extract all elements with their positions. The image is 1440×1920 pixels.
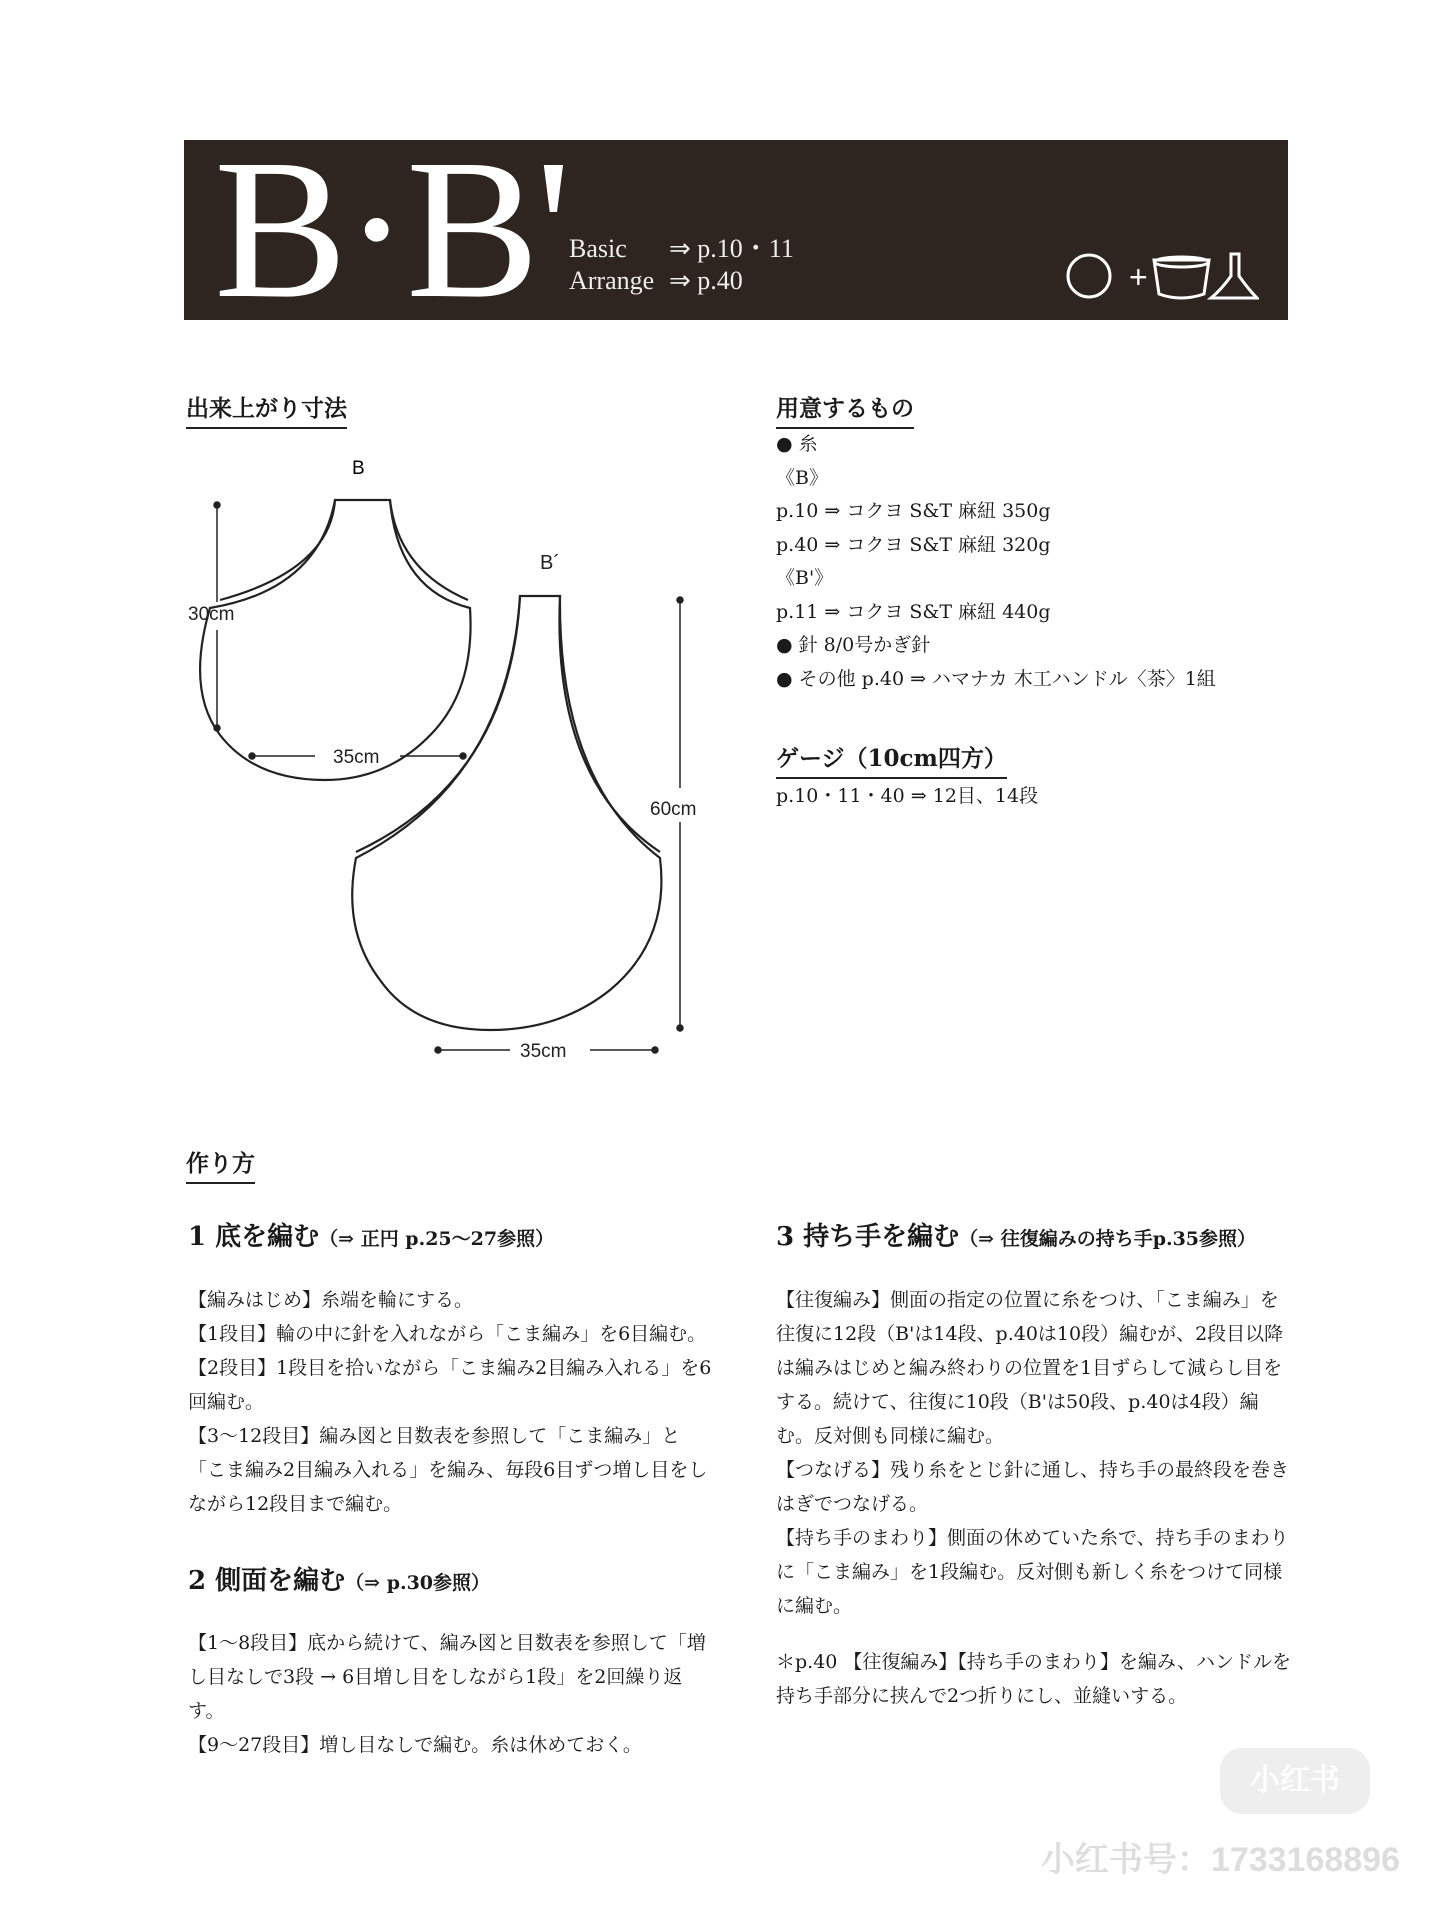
materials-line: p.40 ⇒ コクヨ S&T 麻紐 320g: [776, 533, 1051, 556]
materials-heading: 用意するもの: [776, 390, 914, 429]
size-diagram: [180, 450, 700, 1070]
step3-ref: （⇒ 往復編みの持ち手p.35参照）: [959, 1228, 1257, 1250]
flask-shape-icon: [1211, 254, 1257, 298]
bag-b-height-label: 30cm: [188, 604, 235, 625]
step1-title: [188, 1216, 554, 1253]
title-banner: [184, 119, 1288, 340]
step2-paragraph: 【1〜8段目】底から続けて、編み図と目数表を参照して「増し目なしで3段 → 6目増し目をしながら1段」を2回繰り返す。: [188, 1632, 706, 1722]
bowl-shape-icon: [1154, 257, 1209, 298]
finished-size-heading: 出来上がり寸法: [186, 390, 347, 429]
step1-paragraph: 【3〜12段目】編み図と目数表を参照して「こま編み」と「こま編み2目編み入れる」を編み、毎段6目ずつ増し目をしながら12段目まで編む。: [188, 1425, 708, 1515]
step3-body: [776, 1283, 1296, 1713]
step3-title: [776, 1216, 1256, 1253]
basic-label: Basic: [569, 234, 627, 263]
materials-line: 《B》: [776, 466, 828, 489]
step1-paragraph: 【1段目】輪の中に針を入れながら「こま編み」を6目編む。: [188, 1323, 707, 1345]
bag-b2-outline: [352, 596, 661, 1030]
step2-body: [188, 1626, 713, 1762]
watermark-logo: 小红书: [1220, 1748, 1370, 1814]
bag-b2-label: B´: [540, 552, 560, 574]
step3-title-text: 3 持ち手を編む: [776, 1222, 960, 1252]
bag-b2-width-label: 35cm: [520, 1041, 567, 1062]
step1-paragraph: 【2段目】1段目を拾いながら「こま編み2目編み入れる」を6回編む。: [188, 1357, 712, 1413]
arrange-reference: [569, 266, 743, 296]
gauge-heading: ゲージ（10cm四方）: [776, 740, 1007, 779]
materials-line: 《B'》: [776, 567, 834, 589]
step3-paragraph: 【持ち手のまわり】側面の休めていた糸で、持ち手のまわりに「こま編み」を1段編む。反対側も新しく糸をつけて同様に編む。: [776, 1527, 1289, 1617]
materials-line: ● 針 8/0号かぎ針: [776, 634, 931, 656]
step2-paragraph: 【9〜27段目】増し目なしで編む。糸は休めておく。: [188, 1734, 642, 1756]
step2-ref: （⇒ p.30参照）: [345, 1572, 491, 1594]
step1-title-text: 1 底を編む: [188, 1222, 320, 1252]
gauge-text: p.10・11・40 ⇒ 12目、14段: [776, 785, 1039, 807]
materials-list: [776, 428, 1336, 696]
step1-paragraph: 【編みはじめ】糸端を輪にする。: [188, 1289, 474, 1311]
arrange-page-ref: ⇒ p.40: [669, 266, 743, 295]
bag-b-outline: [200, 500, 470, 780]
bag-b2-height-label: 60cm: [650, 799, 697, 820]
shape-icons: [1059, 248, 1259, 308]
watermark-text: 小红书号：1733168896: [1040, 1841, 1400, 1879]
step2-title: [188, 1560, 490, 1597]
method-heading: 作り方: [186, 1145, 255, 1184]
materials-line: ● 糸: [776, 433, 818, 455]
basic-reference: [569, 228, 794, 265]
plus-sign: +: [1129, 259, 1148, 295]
basic-page-ref: ⇒ p.10・11: [669, 234, 794, 263]
step3-paragraph: 【つなげる】残り糸をとじ針に通し、持ち手の最終段を巻きはぎでつなげる。: [776, 1459, 1290, 1515]
page-title: B·B': [214, 119, 568, 340]
materials-line: p.10 ⇒ コクヨ S&T 麻紐 350g: [776, 500, 1051, 522]
step3-note: ＊p.40 【往復編み】【持ち手のまわり】を編み、ハンドルを持ち手部分に挟んで2つ折りにし、並縫いする。: [776, 1651, 1292, 1707]
circle-shape-icon: [1068, 255, 1110, 297]
bag-b-width-label: 35cm: [333, 747, 380, 768]
step2-title-text: 2 側面を編む: [188, 1566, 346, 1596]
step3-paragraph: 【往復編み】側面の指定の位置に糸をつけ、「こま編み」を往復に12段（B'は14段、p.40は10段）編むが、2段目以降は編みはじめと編み終わりの位置を1目ずらして減らし目をする。続けて、往復に10段（B'は50段、p.40は4段）編む。反対側も同様に編む。: [776, 1289, 1284, 1447]
materials-line: p.11 ⇒ コクヨ S&T 麻紐 440g: [776, 600, 1051, 623]
step1-body: [188, 1283, 713, 1521]
bag-b-label: B: [352, 458, 365, 479]
materials-line: ● その他 p.40 ⇒ ハマナカ 木工ハンドル〈茶〉1組: [776, 667, 1216, 690]
step1-ref: （⇒ 正円 p.25〜27参照）: [319, 1228, 555, 1250]
arrange-label: Arrange: [569, 266, 655, 295]
